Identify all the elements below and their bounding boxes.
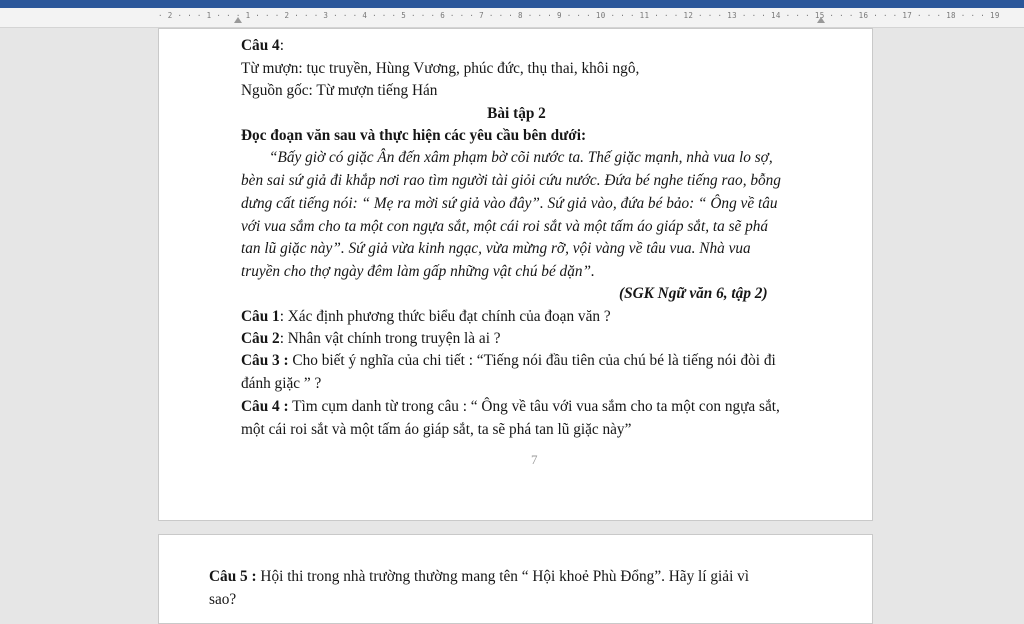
passage-line: tan lũ giặc này”. Sứ giả vừa kinh ngạc, vừa mừng rỡ, vội vàng về tâu vua. Nhà vua <box>241 240 751 257</box>
question-5-continued: sao? <box>209 591 237 608</box>
question-1-label: Câu 1 <box>241 308 280 325</box>
document-page-next[interactable] <box>158 534 873 624</box>
question-3-label: Câu 3 : <box>241 352 289 369</box>
horizontal-ruler[interactable] <box>0 8 1024 28</box>
cau4-colon: : <box>279 37 284 54</box>
nguon-goc-line: Nguồn gốc: Từ mượn tiếng Hán <box>241 82 438 99</box>
passage-line: bèn sai sứ giả đi khắp nơi rao tìm người tài giỏi cứu nước. Đứa bé nghe tiếng rao, bỗng <box>241 172 781 189</box>
question-5 <box>209 568 749 586</box>
passage-line: “Bấy giờ có giặc Ân đến xâm phạm bờ cõi nước ta. Thế giặc mạnh, nhà vua lo sợ, <box>269 149 773 166</box>
cau4-heading-line <box>241 37 284 55</box>
title-bar-strip <box>0 0 1024 8</box>
tu-muon-line: Từ mượn: tục truyền, Hùng Vương, phúc đức, thụ thai, khôi ngô, <box>241 60 640 77</box>
question-2-label: Câu 2 <box>241 330 280 347</box>
question-2-text: : Nhân vật chính trong truyện là ai ? <box>279 330 501 347</box>
question-3-continued: đánh giặc ” ? <box>241 375 322 392</box>
question-1-text: : Xác định phương thức biểu đạt chính của đoạn văn ? <box>279 308 611 325</box>
question-1 <box>241 308 611 326</box>
question-5-text: Hội thi trong nhà trường thường mang tên “ Hội khoẻ Phù Đổng”. Hãy lí giải vì <box>256 568 750 585</box>
question-2 <box>241 330 501 348</box>
source-citation: (SGK Ngữ văn 6, tập 2) <box>619 285 768 302</box>
document-page[interactable] <box>158 28 873 521</box>
exercise-title: Bài tập 2 <box>487 105 546 122</box>
right-indent-marker[interactable] <box>817 17 825 23</box>
question-4-label: Câu 4 : <box>241 398 289 415</box>
ruler-ticks: · 2 · · · 1 · · · 1 · · · 2 · · · 3 · · · 4 · · · 5 · · · 6 · · · 7 · · · 8 · · · 9 · · · 10 · · · 11 · · · 12 · · · 13 · · · 14 · · · 15 · · · 16 · · · 17 · · · 18 · · · 19 <box>158 11 1000 20</box>
question-4-continued: một cái roi sắt và một tấm áo giáp sắt, ta sẽ phá tan lũ giặc này” <box>241 421 632 438</box>
instruction-line: Đọc đoạn văn sau và thực hiện các yêu cầu bên dưới: <box>241 127 587 144</box>
cau4-heading: Câu 4 <box>241 37 280 54</box>
question-5-label: Câu 5 : <box>209 568 257 585</box>
question-3-text: Cho biết ý nghĩa của chi tiết : “Tiếng nói đầu tiên của chú bé là tiếng nói đòi đi <box>288 352 776 369</box>
question-3 <box>241 352 776 370</box>
first-line-indent-marker[interactable] <box>234 17 242 23</box>
passage-line: dưng cất tiếng nói: “ Mẹ ra mời sứ giả vào đây”. Sứ giả vào, đứa bé bảo: “ Ông về tâu <box>241 195 778 212</box>
question-4-text: Tìm cụm danh từ trong câu : “ Ông về tâu với vua sắm cho ta một con ngựa sắt, <box>288 398 780 415</box>
passage-line: với vua sắm cho ta một con ngựa sắt, một cái roi sắt và một tấm áo giáp sắt, ta sẽ phá <box>241 218 769 235</box>
passage-line: truyền cho thợ ngày đêm làm gấp những vật chú bé dặn”. <box>241 263 595 280</box>
page-number: 7 <box>531 452 538 467</box>
question-4 <box>241 398 780 416</box>
